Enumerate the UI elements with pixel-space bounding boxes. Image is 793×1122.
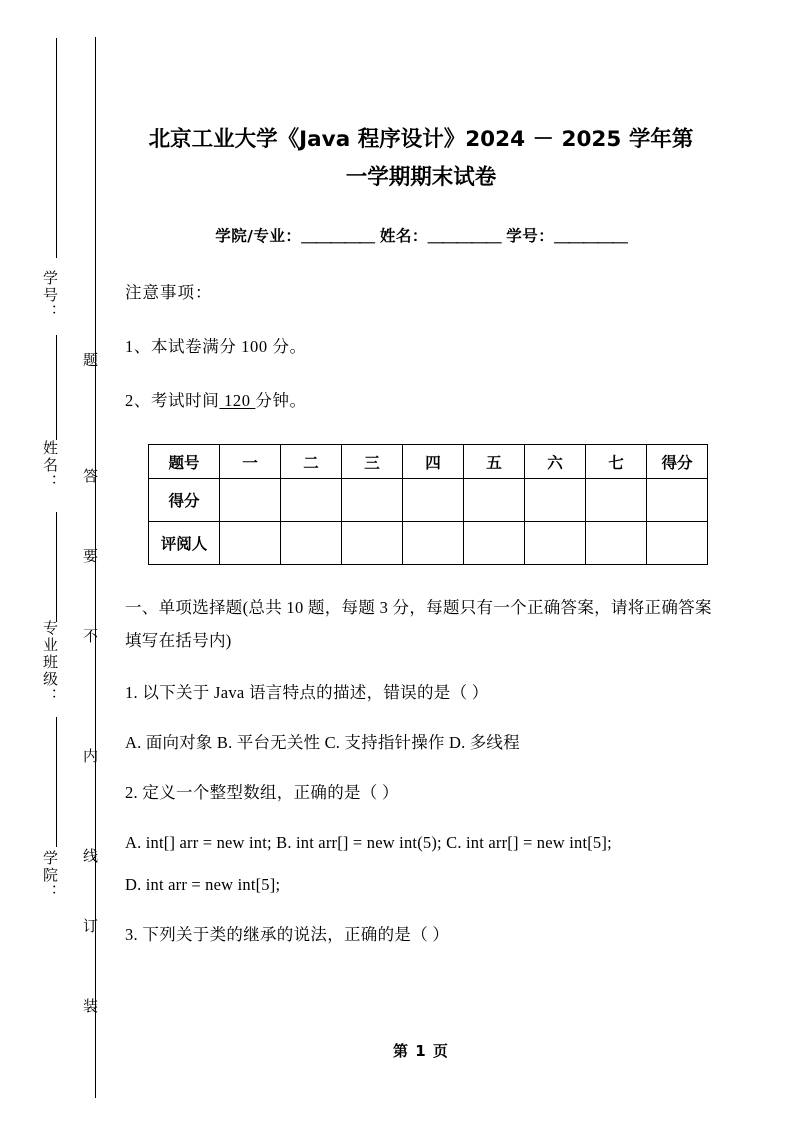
page-title [125,0,717,196]
margin-label-student-id: 学号： [41,270,57,321]
margin-label-name: 姓名： [41,440,57,491]
margin-vertical-rule [95,37,96,1098]
question-options-2-line1: A. int[] arr = new int; B. int arr[] = new int(5); C. int arr[] = new int[5]; [125,833,612,853]
table-row [149,479,708,522]
margin-rule-segment-2 [56,335,57,440]
field-blank-college-major[interactable]: ＿＿＿＿＿ [301,227,374,246]
margin-rule-segment-4 [56,717,57,847]
score-table-header-6: 六 [525,445,586,479]
table-row [149,522,708,565]
score-cell[interactable] [586,479,647,522]
margin-char-bu: 不 [81,628,97,643]
note-item-1 [125,303,717,357]
score-table-header-3: 三 [342,445,403,479]
reviewer-cell[interactable] [647,522,708,565]
margin-rule-segment-3 [56,512,57,622]
margin-label-class: 专业班级： [41,620,57,705]
reviewer-cell[interactable] [220,522,281,565]
reviewer-cell[interactable] [525,522,586,565]
score-table-header-4: 四 [403,445,464,479]
margin-char-ding: 订 [81,918,97,933]
margin-char-da: 答 [81,468,97,483]
margin-label-college: 学院： [41,850,57,901]
score-cell[interactable] [403,479,464,522]
margin-rule-segment-1 [56,38,57,258]
score-table-header-7: 七 [586,445,647,479]
note-item-2 [125,357,717,411]
score-table-header-1: 一 [220,445,281,479]
margin-char-ti: 题 [81,352,97,367]
reviewer-cell[interactable] [281,522,342,565]
score-table-header-5: 五 [464,445,525,479]
student-info-line [125,196,717,246]
score-table-row-label-reviewer: 评阅人 [149,522,220,565]
reviewer-cell[interactable] [464,522,525,565]
score-table-row-label-score: 得分 [149,479,220,522]
page-title-line2: 一学期期末试卷 [345,164,497,190]
score-cell[interactable] [464,479,525,522]
question-options-2-line2: D. int arr = new int[5]; [125,875,281,895]
note-item-2-duration: 120 [219,391,256,411]
reviewer-cell[interactable] [403,522,464,565]
score-cell[interactable] [525,479,586,522]
section-heading-multiple-choice: 一、单项选择题(总共 10 题，每题 3 分，每题只有一个正确答案，请将正确答案填写在括号内) [125,598,712,651]
score-table-header-2: 二 [281,445,342,479]
field-label-college-major: 学院/专业： [215,227,302,246]
margin-char-nei: 内 [81,748,97,763]
note-item-2-prefix: 2、考试时间 [125,391,220,411]
question-options-1: A. 面向对象 B. 平台无关性 C. 支持指针操作 D. 多线程 [125,733,520,753]
question-stem-1: 1. 以下关于 Java 语言特点的描述，错误的是（ ） [125,683,489,703]
table-row-header [149,445,708,479]
field-label-name: 姓名： [379,227,428,246]
field-blank-name[interactable]: ＿＿＿＿＿ [427,227,501,246]
field-blank-student-id[interactable]: ＿＿＿＿＿ [554,227,627,246]
question-stem-2: 2. 定义一个整型数组，正确的是（ ） [125,783,399,803]
note-item-2-suffix: 分钟。 [255,391,307,411]
score-cell[interactable] [220,479,281,522]
note-item-1-text: 1、本试卷满分 100 分。 [125,337,307,357]
margin-char-xian: 线 [81,848,97,863]
question-stem-3: 3. 下列关于类的继承的说法，正确的是（ ） [125,925,450,945]
field-label-student-id: 学号： [506,227,555,246]
reviewer-cell[interactable] [586,522,647,565]
score-table-header-8: 得分 [647,445,708,479]
score-table [148,444,708,565]
score-table-container [125,411,717,565]
score-table-header-0: 题号 [149,445,220,479]
score-cell[interactable] [647,479,708,522]
page-footer: 第 1 页 [393,1042,449,1060]
notes-heading: 注意事项： [125,283,213,303]
score-cell[interactable] [281,479,342,522]
margin-char-zhuang: 装 [81,998,97,1013]
reviewer-cell[interactable] [342,522,403,565]
exam-content [125,0,717,950]
page-title-line1: 北京工业大学《Java 程序设计》2024 － 2025 学年第 [148,127,694,152]
score-cell[interactable] [342,479,403,522]
margin-char-yao: 要 [81,548,97,563]
